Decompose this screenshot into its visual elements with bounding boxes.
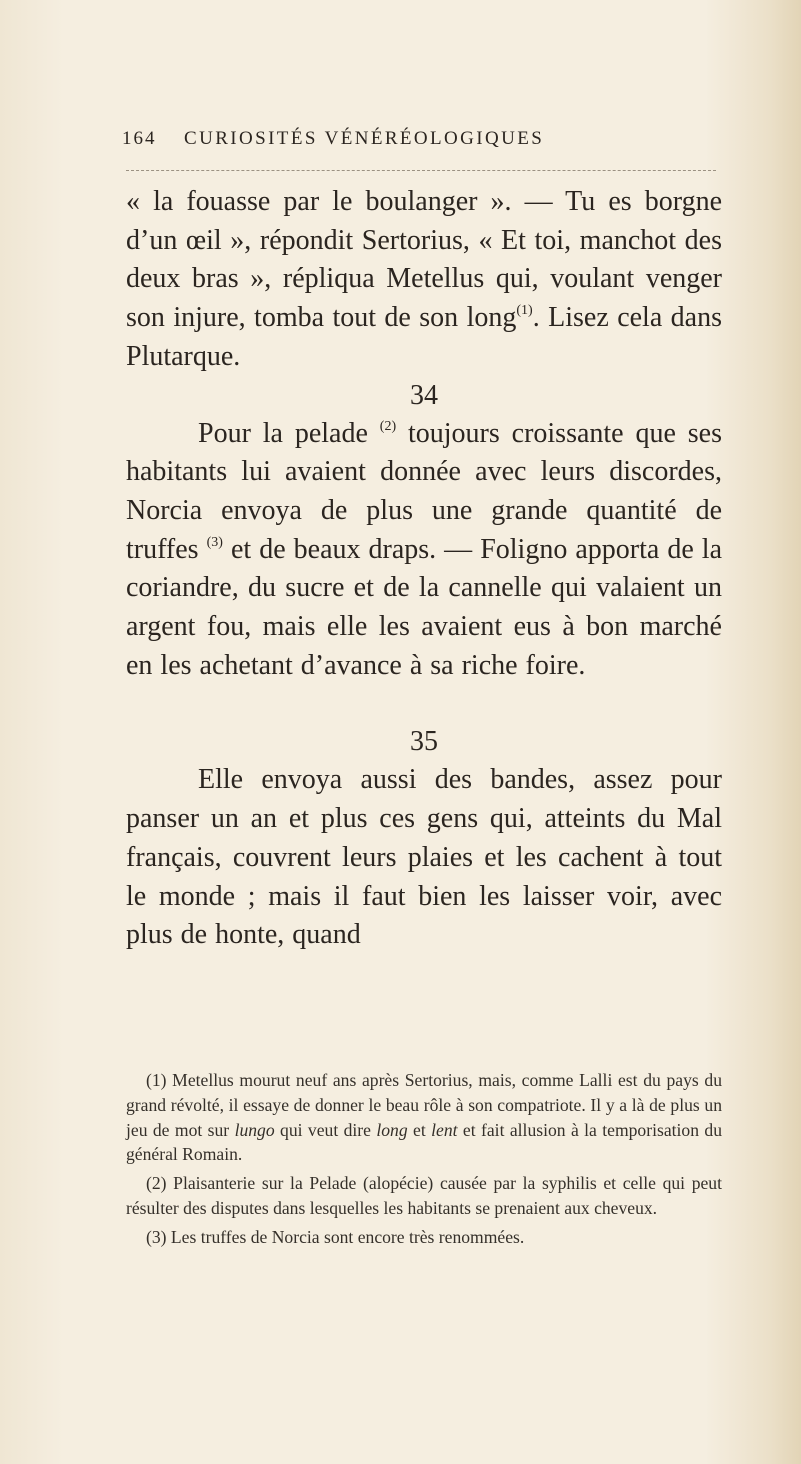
section-number-34: 34	[410, 379, 438, 411]
footnote-1-text-c: et	[407, 1119, 432, 1140]
footnote-2: (2) Plaisanterie sur la Pelade (alopécie) causée par la syphilis et celle qui peut résulter des disputes dans lesquelles les habitants se prenaient aux cheveux.	[126, 1173, 722, 1218]
footnote-ref-1: (1)	[516, 303, 533, 319]
paragraph-3: Elle envoya aussi des bandes, assez pour panser un an et plus ces gens qui, atteints du Mal français, couvrent leurs plaies et les cachent à tout le monde ; mais il faut bien les laisser voir, avec plus de honte, quand	[126, 764, 722, 951]
paragraph-1-end: . Lisez cela dans Plutarque.	[126, 302, 723, 372]
header-rule	[126, 170, 716, 171]
footnote-1-text-a: (1) Metellus mourut neuf ans après Sertorius, mais, comme Lalli est du pays du grand révolté, il essaye de donner le beau rôle à son compatriote. Il y a là de plus un jeu de mot sur	[126, 1070, 722, 1140]
footnote-ref-3: (3)	[206, 534, 223, 550]
paragraph-2-mid: toujours croissante que ses habitants lui avaient donnée avec leurs discordes, Norcia envoya de plus une grande quantité de truffes	[126, 417, 723, 565]
main-text	[126, 183, 722, 955]
paragraph-2-end: et de beaux draps. — Foligno apporta de la coriandre, du sucre et de la cannelle qui valaient un argent fou, mais elle les avaient eus à bon marché en les achetant d’avance à sa riche foire.	[126, 533, 722, 681]
footnote-ref-2: (2)	[379, 418, 397, 434]
page-number: 164	[122, 128, 157, 149]
footnote-1-italic-b: long	[376, 1119, 408, 1140]
footnote-3: (3) Les truffes de Norcia sont encore très renommées.	[146, 1226, 525, 1247]
paragraph-1	[126, 183, 722, 377]
paragraph-2-start: Pour la pelade	[198, 417, 368, 449]
footnotes	[126, 1068, 722, 1250]
running-title: CURIOSITÉS VÉNÉRÉOLOGIQUES	[184, 128, 545, 149]
footnote-1-text-d: et fait allusion à la temporisation du général Romain.	[126, 1119, 722, 1165]
paragraph-2	[126, 415, 722, 686]
section-number-35: 35	[410, 726, 438, 758]
footnote-1-text-b: qui veut dire	[274, 1119, 377, 1140]
footnote-1-italic-c: lent	[431, 1119, 458, 1140]
footnote-1-italic-a: lungo	[234, 1119, 275, 1140]
footnote-1	[126, 1068, 722, 1167]
paragraph-1-text: « la fouasse par le boulanger ». — Tu es borgne d’un œil », répondit Sertorius, « Et toi, manchot des deux bras », répliqua Metellus qui, voulant venger son injure, tomba tout de son long	[126, 186, 722, 334]
